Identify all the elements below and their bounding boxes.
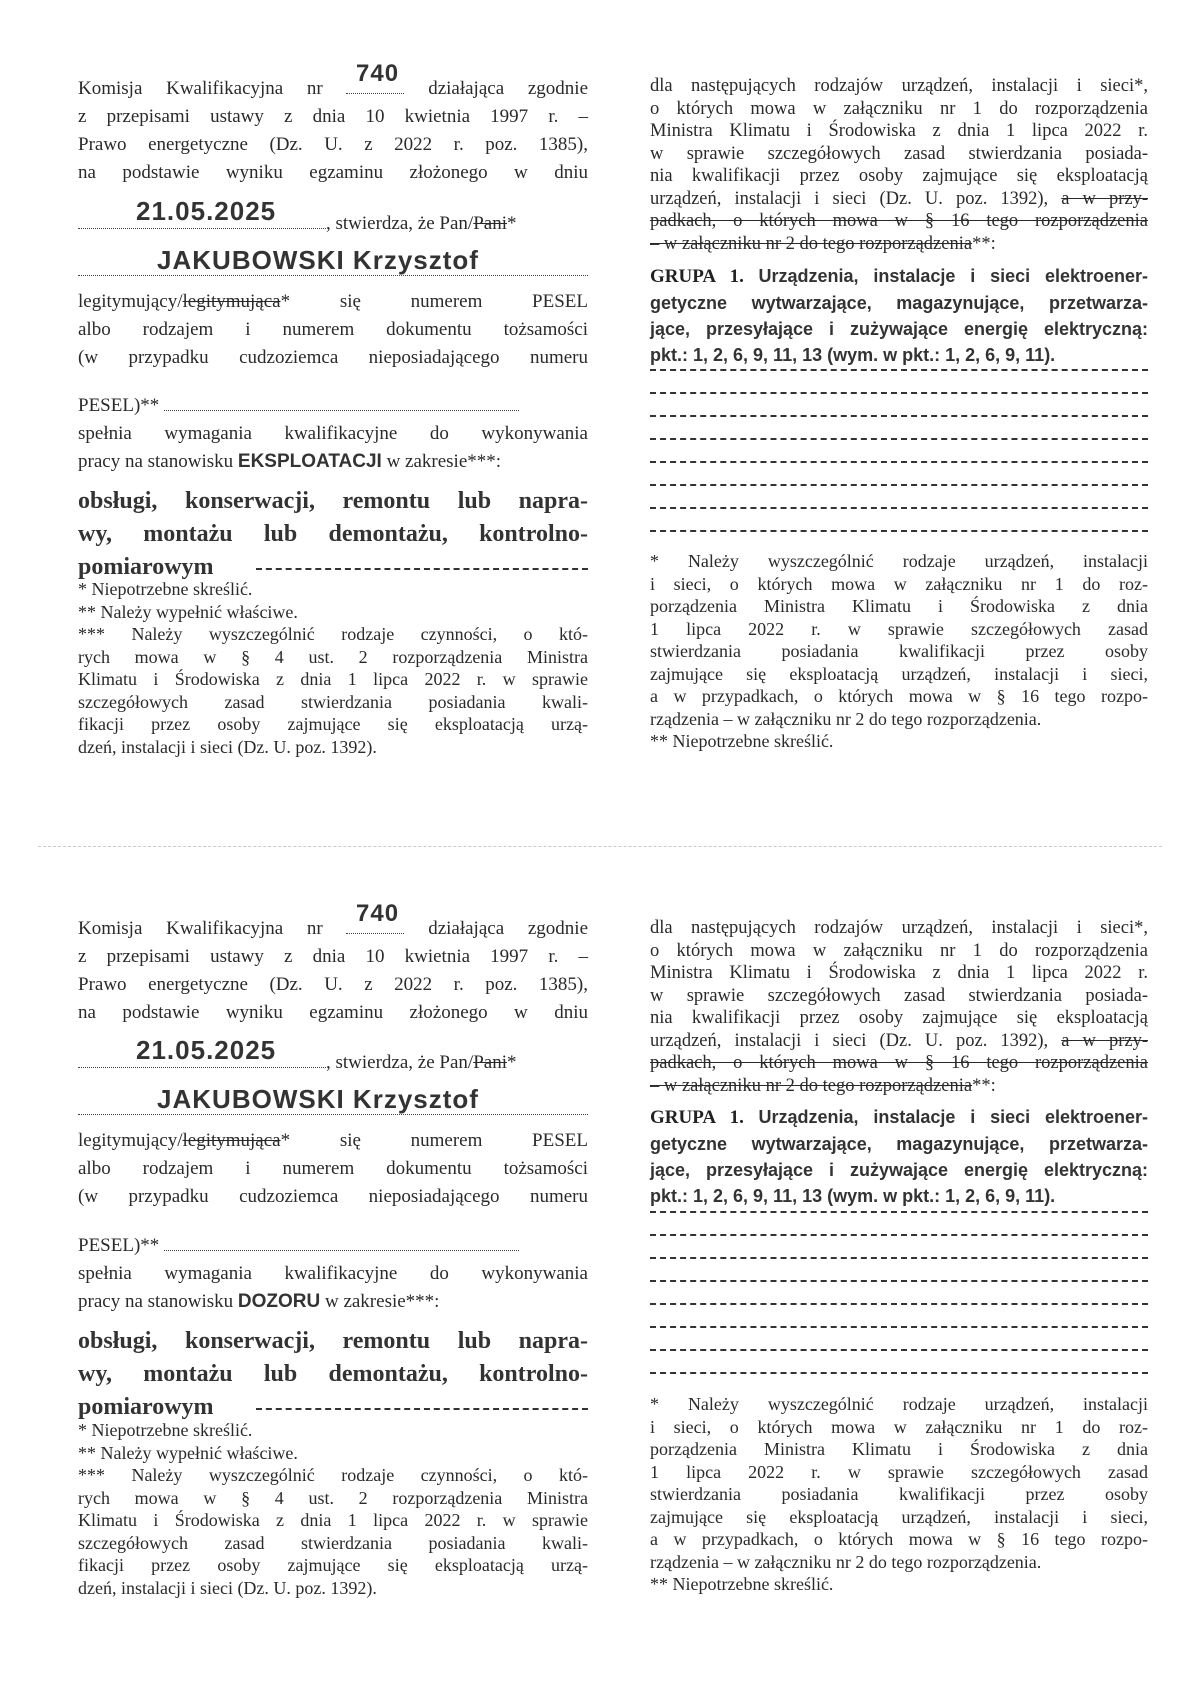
law-line-1: z przepisami ustawy z dnia 10 kwietnia 1997 r. – xyxy=(78,106,588,127)
note-1: * Niepotrzebne skreślić. xyxy=(78,579,253,599)
devices-line-8 xyxy=(650,233,1148,256)
id-strike: legitymująca xyxy=(182,291,281,312)
blank-rule-1 xyxy=(650,369,1148,371)
date-dots xyxy=(78,1066,326,1068)
id-line-3: (w przypadku cudzoziemca nieposiadającego numeru xyxy=(78,1186,588,1207)
req-line-1: spełnia wymagania kwalifikacyjne do wykonywania xyxy=(78,1263,588,1284)
devices-line-7: padkach, o których mowa w § 16 tego rozporządzenia xyxy=(650,1053,1148,1073)
devices-line-8-strike: – w załączniku nr 2 do tego rozporządzenia xyxy=(650,1075,973,1096)
grupa-line-2: getyczne wytwarzające, magazynujące, przetwarza- xyxy=(650,1134,1148,1154)
right-note-line-8: rządzenia – w załączniku nr 2 do tego rozporządzenia. xyxy=(650,1551,1042,1572)
id-prefix: legitymujący/ xyxy=(78,1130,183,1151)
devices-line-7: padkach, o których mowa w § 16 tego rozporządzenia xyxy=(650,211,1148,231)
req-line-2 xyxy=(78,448,588,476)
commission-line xyxy=(78,915,588,943)
scope-line-2: wy, montażu lub demontażu, kontrolno- xyxy=(78,1361,588,1387)
note-3-line-6: dzeń, instalacji i sieci (Dz. U. poz. 1392). xyxy=(78,1577,377,1598)
note-3-line-4: szczegółowych zasad stwierdzania posiadania kwali- xyxy=(78,691,588,712)
commission-suffix: działająca zgodnie xyxy=(428,78,588,99)
note-3-line-4: szczegółowych zasad stwierdzania posiadania kwali- xyxy=(78,1532,588,1553)
right-notes xyxy=(650,1393,1148,1596)
devices-line-8-star: **: xyxy=(972,1075,996,1096)
commission-prefix: Komisja Kwalifikacyjna nr xyxy=(78,78,323,99)
req-line-2 xyxy=(78,1288,588,1316)
grupa-line-1 xyxy=(650,1104,1148,1131)
scope-fill xyxy=(256,568,588,570)
name-dots xyxy=(78,275,588,276)
id-line-3: (w przypadku cudzoziemca nieposiadającego numeru xyxy=(78,347,588,368)
devices-line-6-strike: a w przy- xyxy=(1061,188,1148,209)
commission-prefix: Komisja Kwalifikacyjna nr xyxy=(78,918,323,939)
right-note-line-2: i sieci, o których mowa w załączniku nr 1 do roz- xyxy=(650,1416,1148,1437)
grupa-label: GRUPA 1. xyxy=(650,1107,744,1128)
grupa-line-3: jące, przesyłające i zużywające energię elektryczną: xyxy=(650,319,1148,339)
right-note-line-6: zajmujące się eksploatacją urządzeń, instalacji i sieci, xyxy=(650,663,1148,684)
name-dots xyxy=(78,1114,588,1115)
right-note-line-2: i sieci, o których mowa w załączniku nr 1 do roz- xyxy=(650,573,1148,594)
blank-rule-3 xyxy=(650,415,1148,417)
law-line-2: Prawo energetyczne (Dz. U. z 2022 r. poz. 1385), xyxy=(78,974,588,995)
note-3-line-5: fikacji przez osoby zajmujące się eksploatacją urzą- xyxy=(78,714,588,734)
states-text: , stwierdza, że Pan/ xyxy=(326,1052,474,1073)
req-suffix: w zakresie***: xyxy=(386,451,502,472)
law-line-3: na podstawie wyniku egzaminu złożonego w dniu xyxy=(78,162,588,183)
pesel-dots xyxy=(164,1249,519,1251)
blank-rule-8 xyxy=(650,530,1148,532)
note-3-line-6: dzeń, instalacji i sieci (Dz. U. poz. 1392). xyxy=(78,736,377,757)
blank-rule-5 xyxy=(650,461,1148,463)
devices-line-6-text: urządzeń, instalacji i sieci (Dz. U. poz. 1392), xyxy=(650,188,1049,209)
devices-line-1: dla następujących rodzajów urządzeń, instalacji i sieci*, xyxy=(650,76,1148,96)
blank-rule-6 xyxy=(650,484,1148,486)
states-star: * xyxy=(506,1052,517,1073)
note-3-line-1: *** Należy wyszczególnić rodzaje czynności, o któ- xyxy=(78,1465,588,1485)
blank-rule-3 xyxy=(650,1257,1148,1259)
right-note-2: ** Niepotrzebne skreślić. xyxy=(650,1574,834,1594)
devices-line-4: w sprawie szczegółowych zasad stwierdzania posiada- xyxy=(650,143,1148,164)
pesel-line xyxy=(78,1232,588,1260)
devices-line-3: Ministra Klimatu i Środowiska z dnia 1 lipca 2022 r. xyxy=(650,963,1148,983)
devices-line-8-star: **: xyxy=(972,233,996,254)
devices-line-6 xyxy=(650,188,1148,211)
right-notes xyxy=(650,550,1148,753)
right-note-line-4: 1 lipca 2022 r. w sprawie szczegółowych zasad xyxy=(650,618,1148,639)
commission-line xyxy=(78,75,588,103)
states-line xyxy=(78,1049,588,1077)
note-3-line-1: *** Należy wyszczególnić rodzaje czynności, o któ- xyxy=(78,624,588,644)
grupa-line-2: getyczne wytwarzające, magazynujące, przetwarza- xyxy=(650,293,1148,313)
blank-rule-6 xyxy=(650,1326,1148,1328)
states-strike: Pani xyxy=(473,1052,507,1073)
req-suffix: w zakresie***: xyxy=(324,1291,440,1312)
devices-line-4: w sprawie szczegółowych zasad stwierdzania posiada- xyxy=(650,985,1148,1006)
exam-date: 21.05.2025 xyxy=(136,196,277,226)
blank-rule-5 xyxy=(650,1303,1148,1305)
devices-line-5: nia kwalifikacji przez osoby zajmujące się eksploatacją xyxy=(650,166,1148,186)
certificate-dozor xyxy=(0,849,1200,1697)
commission-suffix: działająca zgodnie xyxy=(428,918,588,939)
scope-fill xyxy=(256,1408,588,1410)
note-2: ** Należy wypełnić właściwe. xyxy=(78,601,298,622)
law-line-2: Prawo energetyczne (Dz. U. z 2022 r. poz. 1385), xyxy=(78,134,588,155)
grupa-line-1-text: Urządzenia, instalacje i sieci elektroener- xyxy=(758,1107,1149,1127)
grupa-points: pkt.: 1, 2, 6, 9, 11, 13 (wym. w pkt.: 1, 2, 6, 9, 11). xyxy=(650,345,1056,365)
devices-line-2: o których mowa w załączniku nr 1 do rozporządzenia xyxy=(650,98,1148,119)
id-strike: legitymująca xyxy=(182,1130,281,1151)
blank-rule-4 xyxy=(650,1280,1148,1282)
number-dots xyxy=(346,92,404,94)
devices-line-6-text: urządzeń, instalacji i sieci (Dz. U. poz. 1392), xyxy=(650,1030,1049,1051)
req-line-1: spełnia wymagania kwalifikacyjne do wykonywania xyxy=(78,423,588,444)
devices-line-3: Ministra Klimatu i Środowiska z dnia 1 lipca 2022 r. xyxy=(650,121,1148,141)
devices-intro xyxy=(650,75,1148,255)
devices-line-6 xyxy=(650,1030,1148,1053)
right-note-line-7: a w przypadkach, o których mowa w § 16 tego rozpo- xyxy=(650,1529,1148,1549)
states-star: * xyxy=(506,213,517,234)
certificate-eksploatacja xyxy=(0,0,1200,848)
devices-line-5: nia kwalifikacji przez osoby zajmujące się eksploatacją xyxy=(650,1008,1148,1028)
law-line-3: na podstawie wyniku egzaminu złożonego w dniu xyxy=(78,1002,588,1023)
grupa-line-1-text: Urządzenia, instalacje i sieci elektroener- xyxy=(758,266,1149,286)
grupa-label: GRUPA 1. xyxy=(650,266,744,287)
req-prefix: pracy na stanowisku xyxy=(78,1291,234,1312)
note-3-line-3: Klimatu i Środowiska z dnia 1 lipca 2022 r. w sprawie xyxy=(78,669,588,689)
pesel-label: PESEL)** xyxy=(78,1235,160,1256)
right-note-line-7: a w przypadkach, o których mowa w § 16 tego rozpo- xyxy=(650,686,1148,706)
person-name: JAKUBOWSKI Krzysztof xyxy=(157,245,479,275)
blank-rule-1 xyxy=(650,1211,1148,1213)
scope-line-3: pomiarowym xyxy=(78,1394,214,1420)
left-notes xyxy=(78,1419,588,1599)
id-prefix: legitymujący/ xyxy=(78,291,183,312)
pesel-dots xyxy=(164,409,519,411)
scope-line-2: wy, montażu lub demontażu, kontrolno- xyxy=(78,521,588,547)
right-note-line-5: stwierdzania posiadania kwalifikacji przez osoby xyxy=(650,1484,1148,1504)
scope-line-1: obsługi, konserwacji, remontu lub napra- xyxy=(78,1328,588,1354)
blank-rule-7 xyxy=(650,507,1148,509)
states-text: , stwierdza, że Pan/ xyxy=(326,213,474,234)
position-type: EKSPLOATACJI xyxy=(237,451,382,472)
cut-line xyxy=(38,846,1162,847)
id-line-1 xyxy=(78,1127,588,1155)
number-dots xyxy=(346,932,404,934)
right-note-line-8: rządzenia – w załączniku nr 2 do tego rozporządzenia. xyxy=(650,708,1042,729)
commission-number: 740 xyxy=(356,60,400,87)
right-note-line-1: * Należy wyszczególnić rodzaje urządzeń, instalacji xyxy=(650,1394,1148,1414)
devices-intro xyxy=(650,917,1148,1097)
id-line-2: albo rodzajem i numerem dokumentu tożsamości xyxy=(78,1158,588,1179)
grupa-line-1 xyxy=(650,263,1148,290)
right-note-line-6: zajmujące się eksploatacją urządzeń, instalacji i sieci, xyxy=(650,1506,1148,1527)
right-note-line-3: porządzenia Ministra Klimatu i Środowiska z dnia xyxy=(650,1439,1148,1459)
devices-line-2: o których mowa w załączniku nr 1 do rozporządzenia xyxy=(650,940,1148,961)
devices-line-8 xyxy=(650,1075,1148,1098)
person-name: JAKUBOWSKI Krzysztof xyxy=(157,1084,479,1114)
grupa-block xyxy=(650,263,1148,368)
pesel-label: PESEL)** xyxy=(78,395,160,416)
scope-line-1: obsługi, konserwacji, remontu lub napra- xyxy=(78,488,588,514)
right-note-line-3: porządzenia Ministra Klimatu i Środowiska z dnia xyxy=(650,596,1148,616)
scope-line-3: pomiarowym xyxy=(78,554,214,580)
id-suffix: * się numerem PESEL xyxy=(280,291,588,312)
date-dots xyxy=(78,227,326,229)
pesel-line xyxy=(78,392,588,420)
blank-rule-7 xyxy=(650,1349,1148,1351)
commission-number: 740 xyxy=(356,900,400,927)
blank-rule-2 xyxy=(650,1234,1148,1236)
right-note-line-4: 1 lipca 2022 r. w sprawie szczegółowych zasad xyxy=(650,1461,1148,1482)
right-note-line-1: * Należy wyszczególnić rodzaje urządzeń, instalacji xyxy=(650,551,1148,571)
devices-line-1: dla następujących rodzajów urządzeń, instalacji i sieci*, xyxy=(650,918,1148,938)
grupa-line-3: jące, przesyłające i zużywające energię elektryczną: xyxy=(650,1160,1148,1180)
blank-rule-8 xyxy=(650,1372,1148,1374)
note-2: ** Należy wypełnić właściwe. xyxy=(78,1442,298,1463)
note-1: * Niepotrzebne skreślić. xyxy=(78,1420,253,1440)
req-prefix: pracy na stanowisku xyxy=(78,451,234,472)
note-3-line-2: rych mowa w § 4 ust. 2 rozporządzenia Ministra xyxy=(78,646,588,667)
grupa-points: pkt.: 1, 2, 6, 9, 11, 13 (wym. w pkt.: 1, 2, 6, 9, 11). xyxy=(650,1186,1056,1206)
law-line-1: z przepisami ustawy z dnia 10 kwietnia 1997 r. – xyxy=(78,946,588,967)
note-3-line-5: fikacji przez osoby zajmujące się eksploatacją urzą- xyxy=(78,1555,588,1575)
devices-line-6-strike: a w przy- xyxy=(1061,1030,1148,1051)
note-3-line-2: rych mowa w § 4 ust. 2 rozporządzenia Ministra xyxy=(78,1487,588,1508)
blank-rule-2 xyxy=(650,392,1148,394)
note-3-line-3: Klimatu i Środowiska z dnia 1 lipca 2022 r. w sprawie xyxy=(78,1510,588,1530)
states-line xyxy=(78,210,588,238)
left-notes xyxy=(78,578,588,758)
id-line-2: albo rodzajem i numerem dokumentu tożsamości xyxy=(78,319,588,340)
id-line-1 xyxy=(78,288,588,316)
exam-date: 21.05.2025 xyxy=(136,1035,277,1065)
grupa-block xyxy=(650,1104,1148,1209)
right-note-line-5: stwierdzania posiadania kwalifikacji przez osoby xyxy=(650,641,1148,661)
states-strike: Pani xyxy=(473,213,507,234)
devices-line-8-strike: – w załączniku nr 2 do tego rozporządzenia xyxy=(650,233,973,254)
blank-rule-4 xyxy=(650,438,1148,440)
id-suffix: * się numerem PESEL xyxy=(280,1130,588,1151)
right-note-2: ** Niepotrzebne skreślić. xyxy=(650,731,834,751)
position-type: DOZORU xyxy=(237,1291,321,1312)
